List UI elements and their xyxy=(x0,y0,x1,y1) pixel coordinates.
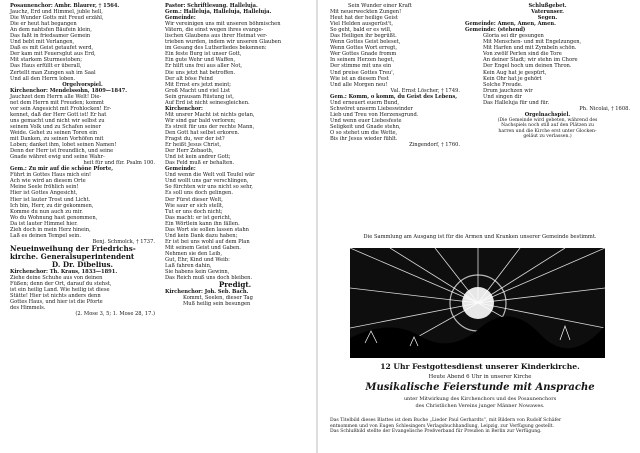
text-line: Segen. xyxy=(537,15,558,22)
text-line: Pastor: Schriftlesung. Halleluja. xyxy=(165,3,258,9)
text-line: im Gesang des Lutherliedes bekennen: xyxy=(165,45,267,52)
text-line: D. Dr. Dibelius. xyxy=(51,259,114,269)
text-line: Denn der Herr ist freundlich, und seine xyxy=(10,148,114,155)
text-line: Jauchz, Erd und Himmel, juble hell, xyxy=(10,9,103,16)
text-line: Solche Freude. xyxy=(483,81,523,88)
text-line: Viel Helden ausgerüst't, xyxy=(330,21,393,28)
text-line: uns gemacht und nicht wir selbst zu xyxy=(10,117,105,124)
text-line: Neueinweihung der Friedrichs- xyxy=(10,243,136,253)
text-line: Gottes Haus, und hier ist die Pforte xyxy=(10,299,103,306)
text-line: Auf Erd ist nicht seinesgleichen. xyxy=(165,99,250,106)
footnote-line: Das Schlußbild stellte der Evangelische Preßverband für Preußen in Berlin zur Verfügung. xyxy=(330,429,542,434)
footnote-line: Das Titelbild dieses Blattes ist dem Buche „Lieder Paul Gerhardts“, mit Bildern von Rudolf Schäfer xyxy=(330,418,562,423)
text-line: heit für und für. Psalm 100. xyxy=(83,160,155,167)
text-line: Mit Ernst ers jetzt meint; xyxy=(165,81,232,88)
text-line: Es streit für uns der rechte Mann, xyxy=(165,123,255,130)
text-line: Der stimme mit uns ein xyxy=(330,63,392,70)
text-line: Nachspiels noch still auf den Plätzen zu xyxy=(501,123,594,129)
text-line: Von zwölf Perlen sind die Tore xyxy=(483,51,562,58)
text-line: Und all den Herrn loben. xyxy=(10,75,76,82)
text-line: So fürchten wir uns nicht so sehr, xyxy=(165,184,253,191)
footnote-line: entnommen und von Eugen Schlesingers Verlagsbuchhandlung, Leipzig, zur Verfügung gestellt. xyxy=(330,423,555,429)
event-title: Musikalische Feierstunde mit Ansprache xyxy=(365,382,595,393)
text-line: Weide. Gehet zu seinen Toren ein xyxy=(10,129,98,136)
text-line: Kirchenchor: Th. Kraus, 1833—1891. xyxy=(10,268,118,275)
text-line: Orgelnachspiel. xyxy=(524,111,571,118)
text-line: Gem.: Halleluja, Halleluja, Halleluja. xyxy=(165,9,272,16)
footnote xyxy=(330,418,630,435)
text-line: Nehmen sie den Leib, xyxy=(165,250,222,257)
text-line: Kommt, Seelen, dieser Tag xyxy=(183,295,253,302)
text-line: Ein gute Wehr und Waffen, xyxy=(165,57,236,64)
text-line: trieben wurden, indem wir unseren Glauben xyxy=(165,39,282,46)
text-line: Gem.: Zu mir auf die schöne Pforte, xyxy=(10,166,114,173)
text-line: Ach wie wird an diesem Orte xyxy=(10,178,86,185)
text-line: Mit Menschen- und mit Engelzungen, xyxy=(483,39,582,46)
text-line: Das Haus erfüllt er überall, xyxy=(10,63,82,70)
text-line: net dem Herrn mit Freuden; kommt xyxy=(10,99,104,106)
text-line: vor sein Angesicht mit Frohlocken! Er- xyxy=(10,105,112,112)
text-line: Und alle Morgen neu! xyxy=(330,81,388,88)
text-line: Und wenn euer Liebesfeste xyxy=(330,117,402,124)
text-line: (2. Mose 3, 5; 1. Mose 28, 17.) xyxy=(75,311,155,318)
text-line: kirche. Generalsuperintendent xyxy=(10,251,135,261)
text-line: Da ist lauter Himmel hier. xyxy=(10,220,78,227)
text-line: harren und die Kirche erst unter Glocken- xyxy=(498,128,597,134)
text-line: Und singen dir xyxy=(483,93,522,100)
text-line: Die uns jetzt hat betroffen. xyxy=(165,69,236,76)
text-line: Fragst du, wer der ist? xyxy=(165,136,225,143)
text-line: Hier ist lauter Trost und Licht. xyxy=(10,196,91,203)
text-line: Das Reich muß uns doch bleiben. xyxy=(165,275,253,282)
text-line: Ein feste Burg ist unser Gott, xyxy=(165,51,242,58)
text-line: Das macht: er ist gericht, xyxy=(165,214,232,221)
text-line: Wie saur er sich stellt, xyxy=(165,202,224,209)
text-line: Bis ihr Jesus wieder fühlt. xyxy=(330,136,398,143)
text-line: Gnade währet ewig und seine Wahr- xyxy=(10,154,105,161)
text-line: Muß heilig sein besungen xyxy=(183,301,251,308)
text-line: Loben; danket ihm, lobet seinen Namen! xyxy=(10,142,117,149)
text-line: Zingendorf, † 1760. xyxy=(409,142,460,149)
text-line: Der alt böse Feind xyxy=(165,75,213,82)
text-line: Ein Wörtlein kann ihn fällen. xyxy=(165,220,240,227)
text-line: Heut hat der heilige Geist xyxy=(330,15,398,22)
evening-line: Heute Abend 6 Uhr in unserer Kirche xyxy=(428,374,532,380)
text-line: Und ist kein andrer Gott; xyxy=(165,154,231,161)
text-line: In seinem Herzen heget, xyxy=(330,57,395,64)
text-line: Kirchenchor: xyxy=(165,105,203,112)
text-line: Wir sind gar bald verloren; xyxy=(165,117,236,124)
text-line: Es soll uns doch gelingen. xyxy=(165,190,233,197)
text-line: Gut, Ehr, Kind und Weib: xyxy=(165,256,230,263)
text-line: Und wollt uns gar verschlingen, xyxy=(165,178,249,185)
text-line: Mit unsrer Macht ist nichts getan, xyxy=(165,111,255,118)
text-line: Kirchenchor: Mendelssohn, 1809—1847. xyxy=(10,87,128,94)
youth-service-heading: 12 Uhr Festgottesdienst unserer Kinderkirche. xyxy=(380,362,580,371)
page-fold xyxy=(316,0,318,453)
text-line: Er hilft uns frei aus aller Not, xyxy=(165,63,243,70)
text-line: Schwöret unserm Liebeswinder xyxy=(330,105,413,112)
text-line: Wer Gottes Gnade fromm xyxy=(330,51,397,58)
text-line: Drum jauchzen wir xyxy=(483,87,533,94)
text-line: Ph. Nicolai, † 1608. xyxy=(579,105,630,112)
text-line: Gemeinde: xyxy=(165,15,196,22)
text-line: Komme du nun auch zu mir. xyxy=(10,208,83,215)
text-line: O so stehet um die Wette, xyxy=(330,129,398,136)
text-line: Hier ist Gottes Angesicht, xyxy=(10,190,78,197)
text-line: Wo du Wohnung hast genommen, xyxy=(10,214,98,221)
text-line: Groß Macht und viel List xyxy=(165,87,231,94)
text-line: Predigt. xyxy=(218,280,252,290)
text-line: Er heißt Jesus Christ, xyxy=(165,142,221,149)
text-line: Sein grausam Rüstung ist, xyxy=(165,93,234,100)
text-line: Das Feld muß er behalten. xyxy=(165,160,235,167)
text-line: Mit neuerweckten Zungen! xyxy=(330,9,402,16)
collection-note: Die Sammlung am Ausgang ist für die Armen und Kranken unserer Gemeinde bestimmt. xyxy=(363,234,597,240)
text-line: Sein Wunder einer Kraft xyxy=(348,3,412,9)
text-line: Und erneuert euern Bund, xyxy=(330,99,400,106)
text-line: Die er heut hat begangen xyxy=(10,21,77,28)
text-line: Wenn Gottes Geist beleset, xyxy=(330,39,401,46)
text-line: Das Halleluja für und für. xyxy=(483,99,550,106)
column-1 xyxy=(10,3,155,317)
text-line: Gloria sei dir gesungen xyxy=(483,33,544,40)
text-line: Der kam mit Feuersglut aus Erd, xyxy=(10,51,96,58)
text-line: Gem.: Komm, o komm, du Geist des Lebens, xyxy=(330,93,457,100)
text-line: lischen Glaubens aus ihrer Heimat ver- xyxy=(165,33,268,40)
text-line: Die Wunder Gotts mit Freud erzähl, xyxy=(10,15,104,22)
text-line: Das Heiligen ihr begrüßt. xyxy=(330,33,397,40)
text-line: Lieb und Treu von Herzensgrund. xyxy=(330,111,419,118)
event-subtitle-2: des Christlichen Vereins junger Männer Nowawes. xyxy=(415,403,545,409)
text-line: Und bebt mit Verlangen, xyxy=(10,39,75,46)
text-line: Jauchzet dem Herrn alle Welt! Die- xyxy=(10,93,102,100)
text-line: seinem Volk und zu Schafen seiner xyxy=(10,123,101,130)
text-line: Füßen; denn der Ort, darauf du stehst, xyxy=(10,280,112,287)
text-line: An deiner Stadt; wir stehn im Chore xyxy=(483,57,578,64)
text-line: Den Gott hat selbst erkoren. xyxy=(165,129,240,136)
column-3 xyxy=(330,3,460,148)
text-line: Zertellt man Zungen sah im Saal xyxy=(10,69,96,76)
text-line: Tut er uns doch nicht; xyxy=(165,208,223,215)
text-line: Ich bin, Herr, zu dir gekommen, xyxy=(10,202,94,209)
text-line: Und wenn die Welt voll Teufel wär xyxy=(165,172,255,179)
text-line: Schlußgebet. xyxy=(528,3,567,9)
text-line: Seligkeit und Gnade stehn, xyxy=(330,123,401,130)
text-line: Wir vereinigen uns mit unseren böhmischen xyxy=(165,21,281,28)
text-line: Mit Harfen und mit Zymbeln schön. xyxy=(483,45,577,52)
text-line: Der Engel hoch um deinen Thron. xyxy=(483,63,572,70)
text-line: Mit seinem Geist und Gaben. xyxy=(165,244,241,251)
text-line: Und kein Dank dazu haben; xyxy=(165,232,238,239)
text-line: Kein Aug hat je gespürt, xyxy=(483,69,547,76)
text-line: Sie habens kein Gewinn, xyxy=(165,269,230,276)
text-line: mit Danken, zu seinen Vorhöfen mit xyxy=(10,136,104,143)
text-line: des Himmels. xyxy=(10,305,46,312)
festive-illustration xyxy=(350,248,605,358)
column-4 xyxy=(465,3,630,140)
column-2 xyxy=(165,3,305,307)
text-line: Zieh doch in mein Herz hinein, xyxy=(10,226,91,233)
text-line: Ziehe deine Schuhe aus von deinen xyxy=(10,274,103,281)
text-line: Orgelvorspiel. xyxy=(62,81,103,88)
text-line: Gemeinde: Amen, Amen, Amen. xyxy=(465,21,556,28)
text-line: Wie ist an diesem Fest xyxy=(330,75,389,82)
text-line: Meine Seele fröhlich sein! xyxy=(10,184,79,191)
text-line: Vätern, die einst wegen ihres evange- xyxy=(165,27,264,34)
text-line: Wenn Gottes Wort erregt, xyxy=(330,45,397,52)
text-line: Das Wort sie sollen lassen stahn xyxy=(165,226,249,233)
text-line: So geht, bald er es will, xyxy=(330,27,392,34)
text-line: Laß fahren dahin, xyxy=(165,263,212,270)
text-line: (Die Gemeinde wird gebeten, während des xyxy=(497,117,598,123)
event-subtitle-1: unter Mitwirkung des Kirchenchors und des Posaunenchors xyxy=(403,396,557,402)
text-line: An dem nahtsfen Bäufein klein, xyxy=(10,27,92,34)
text-line: Posaunenchor: Ambr. Blaurer, † 1564. xyxy=(10,3,120,9)
text-line: Der Herr Zebaoth, xyxy=(165,148,214,155)
text-line: Benj. Schmolck, † 1737. xyxy=(92,238,155,245)
text-line: Kein Ohr hat je gehört xyxy=(483,75,542,82)
text-line: ist ein heilig Land. Wie heilig ist diese xyxy=(10,287,110,294)
text-line: Laß es deinen Tempel sein. xyxy=(10,232,81,239)
text-line: Mit starkem Sturmestoben; xyxy=(10,57,82,64)
light-burst-image xyxy=(350,248,605,358)
text-line: Der Fürst dieser Welt, xyxy=(165,196,223,203)
text-line: Kirchenchor: Joh. Seb. Bach. xyxy=(165,289,249,296)
text-line: Gemeinde: (stehend) xyxy=(465,27,526,34)
text-line: Gemeinde: xyxy=(165,166,196,173)
text-line: Und preise Gottes Treu', xyxy=(330,69,395,76)
text-line: Val. Ernst Löscher, † 1749. xyxy=(390,87,460,94)
text-line: Stätte! Hier ist nichts anders denn xyxy=(10,293,101,300)
text-line: Vaterunser. xyxy=(531,9,564,16)
text-line: geläut zu verlassen.) xyxy=(523,134,572,140)
text-line: Das faßt in friedsamer Gemein xyxy=(10,33,91,40)
text-line: Daß es mit Geist getaufet werd, xyxy=(10,45,94,52)
text-line: Führt in Gottes Haus mich ein! xyxy=(10,172,92,179)
text-line: Er ist bei uns wohl auf dem Plan xyxy=(165,238,250,245)
text-line: kennet, daß der Herr Gott ist! Er hat xyxy=(10,111,107,118)
